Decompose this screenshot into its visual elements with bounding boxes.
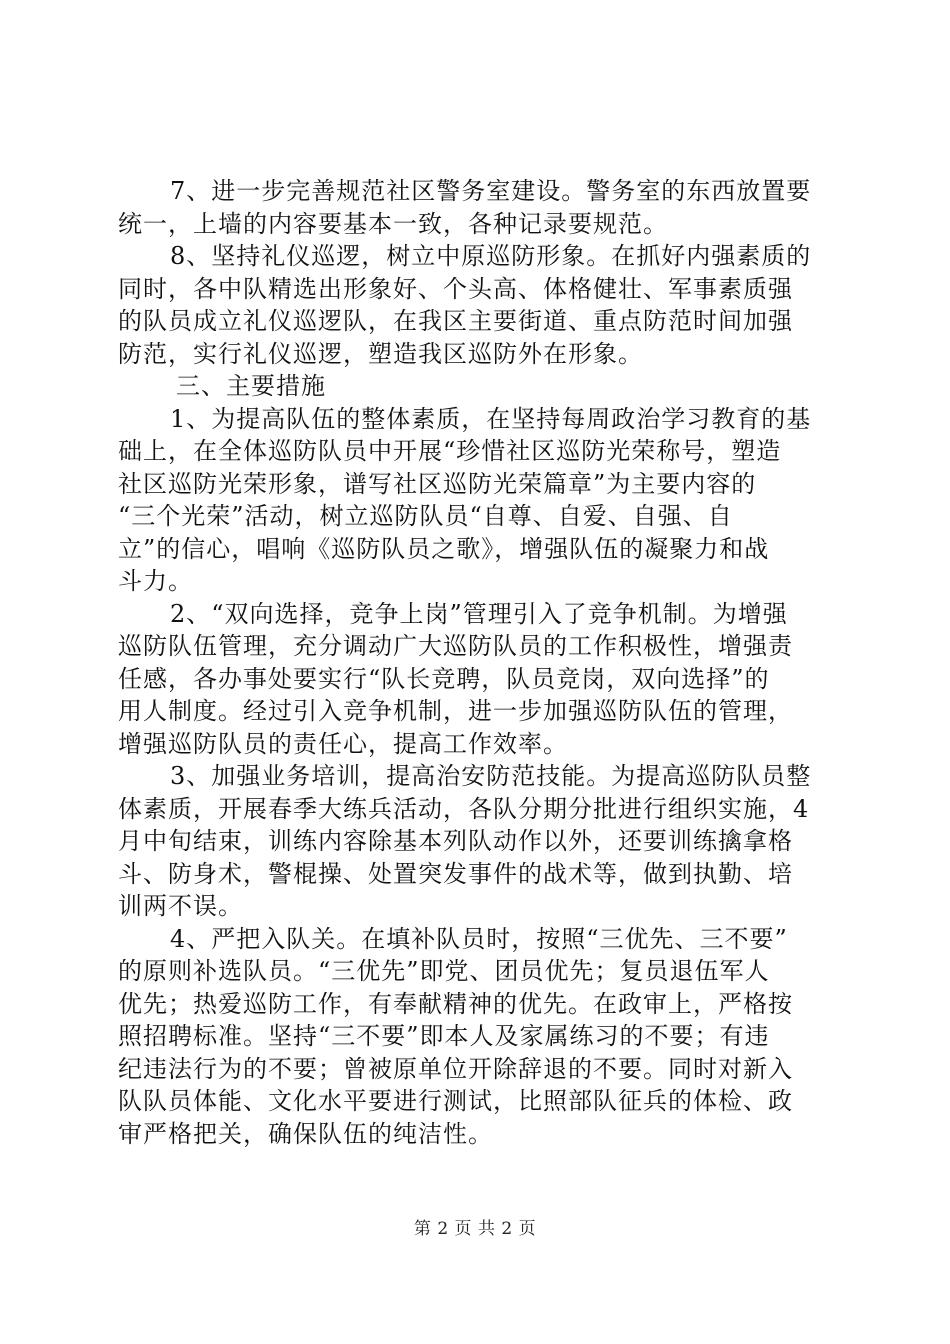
- text-line: 4、严把入队关。在填补队员时，按照“三优先、三不要”: [170, 924, 788, 953]
- text-line: 斗、防身术，警棍操、处置突发事件的战术等，做到执勤、培: [118, 859, 793, 888]
- text-line: 防范，实行礼仪巡逻，塑造我区巡防外在形象。: [118, 339, 643, 368]
- text-line: 的队员成立礼仪巡逻队，在我区主要街道、重点防范时间加强: [118, 307, 793, 335]
- text-line: 斗力。: [118, 567, 193, 595]
- text-line: “三个光荣”活动，树立巡防队员“自尊、自爱、自强、自: [118, 502, 733, 530]
- text-line: 优先；热爱巡防工作，有奉献精神的优先。在政审上，严格按: [118, 989, 793, 1018]
- text-line: 8、坚持礼仪巡逻，树立中原巡防形象。在抓好内强素质的: [170, 242, 812, 270]
- text-line: 统一，上墙的内容要基本一致，各种记录要规范。: [118, 209, 668, 238]
- measure-item-3: [118, 760, 838, 923]
- text-line: 同时，各中队精选出形象好、个头高、体格健壮、军事素质强: [118, 274, 793, 303]
- text-line: 队队员体能、文化水平要进行测试，比照部队征兵的体检、政: [118, 1087, 793, 1115]
- text-line: 增强巡防队员的责任心，提高工作效率。: [118, 729, 568, 758]
- page-footer: [0, 1214, 950, 1239]
- paragraph-item-7: [118, 175, 838, 240]
- page-number: 第 2 页 共 2 页: [413, 1219, 537, 1239]
- text-line: 3、加强业务培训，提高治安防范技能。为提高巡防队员整: [170, 762, 812, 790]
- document-body: [118, 175, 838, 1150]
- text-line: 社区巡防光荣形象，谱写社区巡防光荣篇章”为主要内容的: [118, 469, 757, 498]
- measure-item-2: [118, 598, 838, 761]
- text-line: 纪违法行为的不要；曾被原单位开除辞退的不要。同时对新入: [118, 1054, 793, 1083]
- paragraph-item-8: [118, 240, 838, 370]
- section-heading-measures: [118, 370, 838, 403]
- text-line: 任感，各办事处要实行“队长竞聘，队员竞岗，双向选择”的: [118, 664, 770, 693]
- text-line: 的原则补选队员。“三优先”即党、团员优先；复员退伍军人: [118, 957, 770, 985]
- text-line: 2、“双向选择，竞争上岗”管理引入了竞争机制。为增强: [170, 599, 788, 628]
- text-line: 巡防队伍管理，充分调动广大巡防队员的工作积极性，增强责: [118, 632, 793, 660]
- text-line: 训两不误。: [118, 892, 243, 920]
- text-line: 1、为提高队伍的整体素质，在坚持每周政治学习教育的基: [170, 404, 812, 433]
- text-line: 月中旬结束，训练内容除基本列队动作以外，还要训练擒拿格: [118, 827, 793, 855]
- text-line: 照招聘标准。坚持“三不要”即本人及家属练习的不要；有违: [118, 1022, 770, 1050]
- text-line: 立”的信心，唱响《巡防队员之歌》，增强队伍的凝聚力和战: [118, 534, 770, 563]
- text-line: 础上，在全体巡防队员中开展“珍惜社区巡防光荣称号，塑造: [118, 437, 782, 465]
- measure-item-1: [118, 403, 838, 598]
- text-line: 体素质，开展春季大练兵活动，各队分期分批进行组织实施，4: [118, 794, 810, 823]
- measure-item-4: [118, 923, 838, 1151]
- text-line: 7、进一步完善规范社区警务室建设。警务室的东西放置要: [170, 177, 812, 205]
- text-line: 用人制度。经过引入竞争机制，进一步加强巡防队伍的管理，: [118, 697, 793, 725]
- section-heading-text: 三、主要措施: [176, 372, 326, 400]
- text-line: 审严格把关，确保队伍的纯洁性。: [118, 1119, 493, 1148]
